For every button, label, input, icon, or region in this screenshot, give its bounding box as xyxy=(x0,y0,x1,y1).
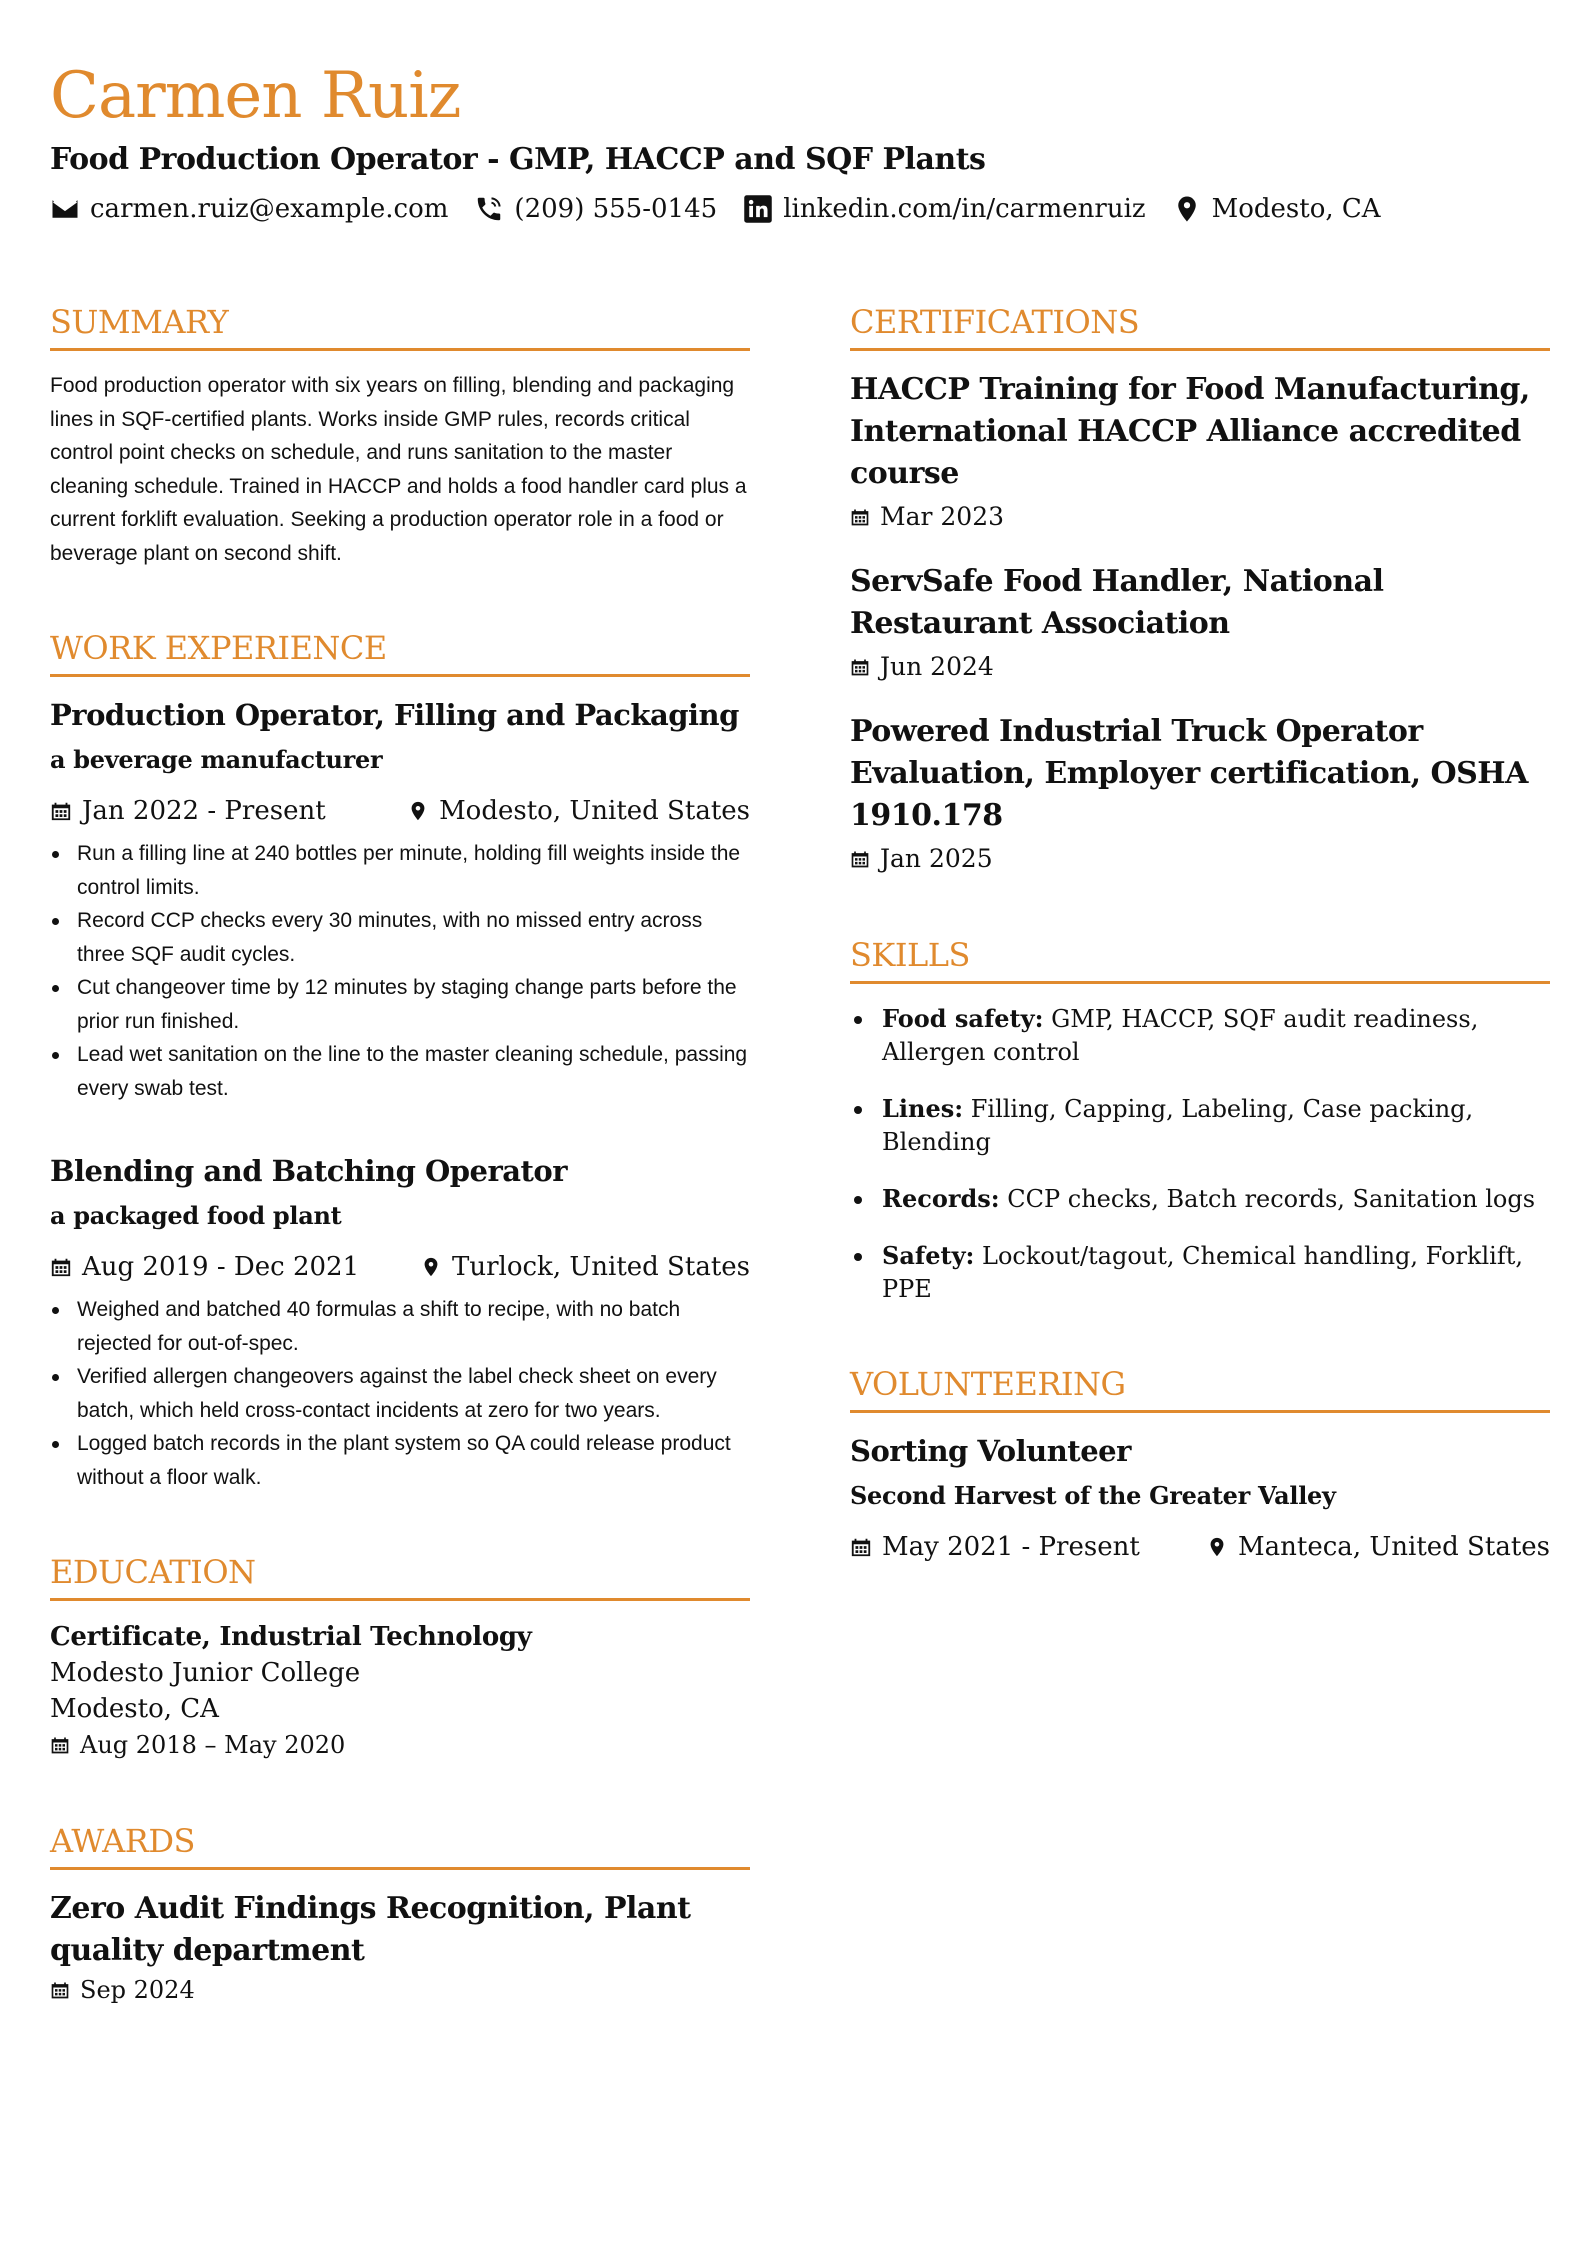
skill-label: Records: xyxy=(882,1184,1000,1213)
certification-entry xyxy=(850,711,1550,877)
education-location: Modesto, CA xyxy=(50,1694,219,1724)
volunteer-dates: May 2021 - Present xyxy=(850,1529,1140,1565)
certification-date: Jun 2024 xyxy=(850,649,1550,685)
left-column xyxy=(50,300,750,2064)
linkedin-icon xyxy=(743,194,773,224)
contact-location xyxy=(1172,194,1381,224)
job-entry xyxy=(50,695,750,1105)
contact-linkedin[interactable] xyxy=(743,194,1145,224)
map-pin-icon xyxy=(420,1256,442,1278)
job-entry xyxy=(50,1151,750,1494)
contact-email[interactable] xyxy=(50,194,448,224)
skill-value: Lockout/tagout, Chemical handling, Forklift, PPE xyxy=(882,1242,1523,1303)
phone-text: (209) 555-0145 xyxy=(514,194,718,224)
list-item: Logged batch records in the plant system so QA could release product without a floor walk. xyxy=(50,1427,750,1494)
section-title: CERTIFICATIONS xyxy=(850,300,1550,351)
certification-date: Jan 2025 xyxy=(850,841,1550,877)
education-degree: Certificate, Industrial Technology xyxy=(50,1622,532,1652)
certification-entry xyxy=(850,561,1550,685)
skill-item xyxy=(850,1182,1550,1216)
map-pin-icon xyxy=(407,800,429,822)
list-item: Run a filling line at 240 bottles per minute, holding fill weights inside the control limits. xyxy=(50,837,750,904)
map-pin-icon xyxy=(1206,1536,1228,1558)
education-section xyxy=(50,1550,750,1763)
skill-item xyxy=(850,1239,1550,1306)
skills-list xyxy=(850,1002,1550,1306)
job-meta xyxy=(50,1249,750,1285)
calendar-icon xyxy=(850,507,870,527)
candidate-name: Carmen Ruiz xyxy=(50,59,461,133)
job-bullets xyxy=(50,837,750,1105)
skill-label: Safety: xyxy=(882,1241,975,1270)
envelope-icon xyxy=(50,194,80,224)
phone-icon xyxy=(474,194,504,224)
list-item: Verified allergen changeovers against the label check sheet on every batch, which held cross-contact incidents at zero for two years. xyxy=(50,1360,750,1427)
volunteering-section xyxy=(850,1362,1550,1565)
job-bullets xyxy=(50,1293,750,1494)
calendar-icon xyxy=(50,800,72,822)
map-pin-icon xyxy=(1172,194,1202,224)
skill-item xyxy=(850,1092,1550,1159)
skill-label: Lines: xyxy=(882,1094,964,1123)
job-employer: a packaged food plant xyxy=(50,1201,342,1230)
job-meta xyxy=(50,793,750,829)
volunteer-org: Second Harvest of the Greater Valley xyxy=(850,1481,1336,1510)
award-date: Sep 2024 xyxy=(50,1972,750,2008)
volunteer-role: Sorting Volunteer xyxy=(850,1434,1131,1468)
section-title: SKILLS xyxy=(850,933,1550,984)
skill-value: GMP, HACCP, SQF audit readiness, Allergen control xyxy=(882,1005,1479,1066)
calendar-icon xyxy=(850,849,870,869)
job-dates: Jan 2022 - Present xyxy=(50,793,326,829)
section-title: AWARDS xyxy=(50,1819,750,1870)
summary-section xyxy=(50,300,750,570)
calendar-icon xyxy=(50,1980,70,2000)
calendar-icon xyxy=(850,657,870,677)
list-item: Cut changeover time by 12 minutes by staging change parts before the prior run finished. xyxy=(50,971,750,1038)
right-column xyxy=(850,300,1550,1621)
list-item: Record CCP checks every 30 minutes, with no missed entry across three SQF audit cycles. xyxy=(50,904,750,971)
award-title: Zero Audit Findings Recognition, Plant quality department xyxy=(50,1891,691,1968)
education-dates: Aug 2018 – May 2020 xyxy=(50,1727,750,1763)
headline: Food Production Operator - GMP, HACCP and SQF Plants xyxy=(50,142,986,177)
job-title: Blending and Batching Operator xyxy=(50,1154,568,1188)
summary-text: Food production operator with six years on filling, blending and packaging lines in SQF-certified plants. Works inside GMP rules, records critical control point checks on schedule, and runs sanitation to the master cleaning schedule. Trained in HACCP and holds a food handler card plus a current forklift evaluation. Seeking a production operator role in a food or beverage plant on second shift. xyxy=(50,374,747,565)
skills-section xyxy=(850,933,1550,1306)
education-school: Modesto Junior College xyxy=(50,1658,361,1688)
calendar-icon xyxy=(50,1256,72,1278)
calendar-icon xyxy=(50,1735,70,1755)
certifications-section xyxy=(850,300,1550,877)
skill-item xyxy=(850,1002,1550,1069)
contact-bar xyxy=(50,188,1407,230)
linkedin-text: linkedin.com/in/carmenruiz xyxy=(783,194,1146,224)
calendar-icon xyxy=(850,1536,872,1558)
location-text: Modesto, CA xyxy=(1211,194,1381,224)
section-title: SUMMARY xyxy=(50,300,750,351)
skill-value: CCP checks, Batch records, Sanitation logs xyxy=(1007,1185,1536,1213)
job-location: Modesto, United States xyxy=(407,793,750,829)
email-text: carmen.ruiz@example.com xyxy=(90,194,449,224)
job-dates: Aug 2019 - Dec 2021 xyxy=(50,1249,359,1285)
job-location: Turlock, United States xyxy=(420,1249,750,1285)
awards-section xyxy=(50,1819,750,2008)
experience-section xyxy=(50,626,750,1494)
job-title: Production Operator, Filling and Packaging xyxy=(50,698,739,732)
volunteer-meta xyxy=(850,1529,1550,1565)
section-title: EDUCATION xyxy=(50,1550,750,1601)
volunteer-location: Manteca, United States xyxy=(1206,1529,1550,1565)
job-employer: a beverage manufacturer xyxy=(50,745,383,774)
section-title: WORK EXPERIENCE xyxy=(50,626,750,677)
skill-value: Filling, Capping, Labeling, Case packing, Blending xyxy=(882,1095,1474,1156)
contact-phone[interactable] xyxy=(474,194,717,224)
certification-title: HACCP Training for Food Manufacturing, International HACCP Alliance accredited course xyxy=(850,372,1530,491)
certification-title: ServSafe Food Handler, National Restaurant Association xyxy=(850,564,1384,641)
certification-title: Powered Industrial Truck Operator Evaluation, Employer certification, OSHA 1910.178 xyxy=(850,714,1528,833)
certification-date: Mar 2023 xyxy=(850,499,1550,535)
certification-entry xyxy=(850,369,1550,535)
section-title: VOLUNTEERING xyxy=(850,1362,1550,1413)
list-item: Weighed and batched 40 formulas a shift to recipe, with no batch rejected for out-of-spec. xyxy=(50,1293,750,1360)
list-item: Lead wet sanitation on the line to the master cleaning schedule, passing every swab test. xyxy=(50,1038,750,1105)
skill-label: Food safety: xyxy=(882,1004,1044,1033)
